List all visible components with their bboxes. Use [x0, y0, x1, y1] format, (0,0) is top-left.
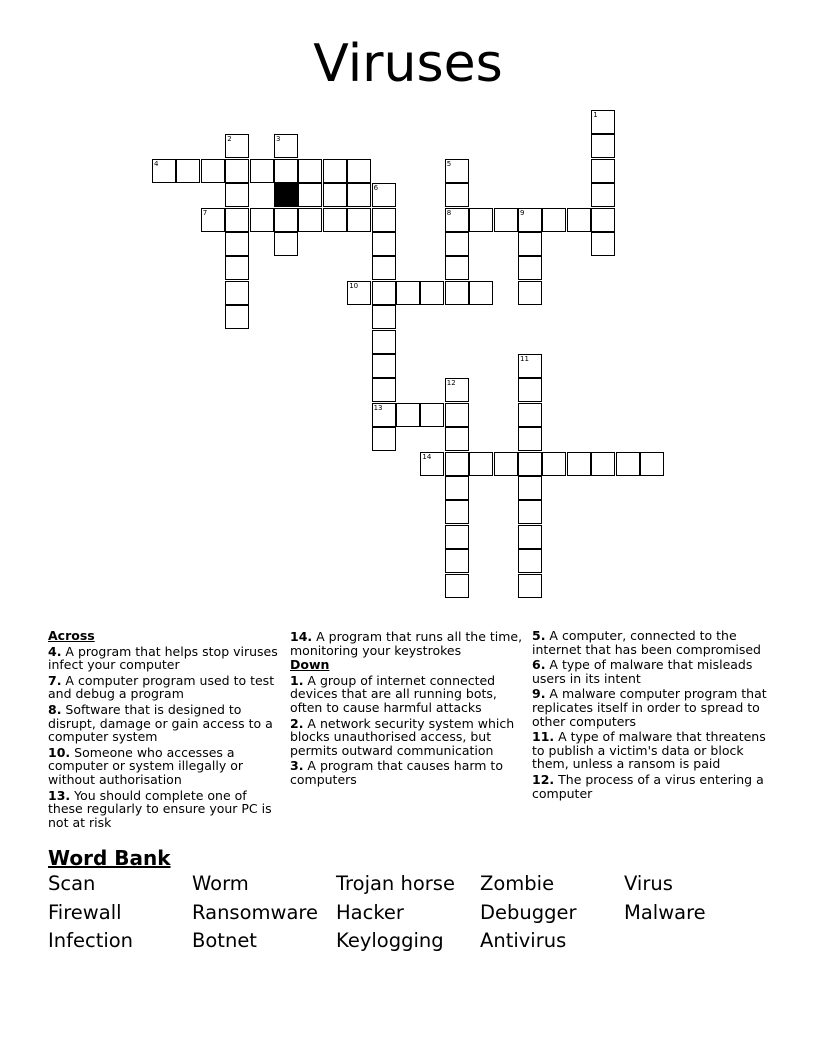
- grid-cell[interactable]: [445, 476, 469, 500]
- grid-cell[interactable]: [542, 208, 566, 232]
- grid-cell[interactable]: [591, 134, 615, 158]
- grid-cell[interactable]: [372, 403, 396, 427]
- clue-text: A network security system which blocks unauthorised access, but permits outward communication: [290, 715, 515, 758]
- grid-cell[interactable]: [225, 281, 249, 305]
- grid-cell[interactable]: [591, 452, 615, 476]
- grid-cell[interactable]: [445, 159, 469, 183]
- grid-cell[interactable]: [469, 281, 493, 305]
- grid-cell[interactable]: [396, 281, 420, 305]
- grid-cell[interactable]: [347, 208, 371, 232]
- grid-cell[interactable]: [420, 403, 444, 427]
- grid-cell[interactable]: [176, 159, 200, 183]
- grid-cell[interactable]: [445, 452, 469, 476]
- grid-cell[interactable]: [420, 281, 444, 305]
- clue-text: The process of a virus entering a computer: [532, 771, 764, 801]
- grid-cell[interactable]: [518, 208, 542, 232]
- grid-cell[interactable]: [372, 305, 396, 329]
- grid-cell[interactable]: [372, 208, 396, 232]
- grid-cell[interactable]: [347, 159, 371, 183]
- grid-cell[interactable]: [225, 134, 249, 158]
- grid-cell[interactable]: [567, 208, 591, 232]
- clue-number: 10: [349, 281, 359, 290]
- grid-cell[interactable]: [274, 159, 298, 183]
- grid-cell[interactable]: [396, 403, 420, 427]
- clue-text: A program that causes harm to computers: [290, 758, 503, 787]
- grid-cell[interactable]: [518, 549, 542, 573]
- grid-cell[interactable]: [372, 281, 396, 305]
- grid-cell[interactable]: [445, 549, 469, 573]
- grid-cell[interactable]: [152, 159, 176, 183]
- grid-cell[interactable]: [469, 452, 493, 476]
- grid-cell[interactable]: [372, 256, 396, 280]
- across-heading: Across: [48, 628, 95, 643]
- clue-number: 6: [373, 184, 379, 193]
- clue: [290, 759, 526, 786]
- grid-cell[interactable]: [347, 183, 371, 207]
- grid-cell[interactable]: [225, 256, 249, 280]
- word-bank-item: Virus: [624, 872, 673, 895]
- grid-cell[interactable]: [323, 159, 347, 183]
- clue: [48, 746, 284, 787]
- grid-cell[interactable]: [591, 232, 615, 256]
- grid-cell[interactable]: [445, 256, 469, 280]
- clue-number: 10.: [48, 744, 71, 760]
- grid-cell[interactable]: [518, 354, 542, 378]
- page-title: Viruses: [313, 34, 503, 94]
- grid-cell[interactable]: [494, 208, 518, 232]
- clue-number: 12: [446, 379, 456, 388]
- clue-text: A malware computer program that replicates itself in order to spread to other computers: [532, 686, 767, 729]
- clues-column-1: [48, 628, 284, 829]
- clue-text: A type of malware that threatens to publish a victim's data or block them, unless a ransom is paid: [532, 729, 766, 772]
- down-heading: Down: [290, 657, 330, 673]
- grid-cell[interactable]: [542, 452, 566, 476]
- grid-cell[interactable]: [591, 159, 615, 183]
- grid-cell[interactable]: [445, 208, 469, 232]
- grid-cell[interactable]: [298, 208, 322, 232]
- grid-cell[interactable]: [274, 134, 298, 158]
- grid-cell[interactable]: [469, 208, 493, 232]
- clue-number: 8.: [48, 701, 62, 717]
- clue-number: 5.: [532, 628, 546, 643]
- grid-cell[interactable]: [518, 378, 542, 402]
- grid-cell[interactable]: [372, 354, 396, 378]
- clue: [532, 773, 768, 800]
- word-bank-item: Botnet: [192, 929, 257, 952]
- word-bank-item: Firewall: [48, 900, 122, 924]
- grid-cell[interactable]: [372, 183, 396, 207]
- clue-text: A computer program used to test and debug a program: [48, 672, 275, 702]
- word-bank-item: Keylogging: [336, 929, 444, 952]
- clue-number: 7.: [48, 672, 62, 688]
- grid-cell[interactable]: [201, 159, 225, 183]
- grid-cell[interactable]: [225, 159, 249, 183]
- clue-number: 11: [520, 355, 529, 363]
- grid-cell[interactable]: [518, 281, 542, 305]
- grid-cell[interactable]: [518, 574, 542, 598]
- clue: [48, 645, 284, 672]
- clue-number: 5: [446, 159, 452, 168]
- word-bank-item: Scan: [48, 872, 96, 895]
- clue-number: 6.: [532, 657, 546, 673]
- clue-number: 2.: [290, 715, 304, 731]
- word-bank-item: Antivirus: [480, 929, 567, 952]
- clue-text: A program that helps stop viruses infect your computer: [48, 643, 278, 673]
- clue: [532, 629, 768, 656]
- grid-cell[interactable]: [225, 232, 249, 256]
- grid-cell[interactable]: [445, 183, 469, 207]
- clue: [290, 674, 526, 715]
- grid-cell[interactable]: [445, 378, 469, 402]
- grid-cell[interactable]: [420, 452, 444, 476]
- grid-cell[interactable]: [445, 232, 469, 256]
- grid-cell[interactable]: [518, 256, 542, 280]
- word-bank-item: Hacker: [336, 900, 404, 924]
- grid-cell[interactable]: [616, 452, 640, 476]
- clue-number: 7: [202, 208, 208, 217]
- grid-cell[interactable]: [225, 183, 249, 207]
- grid-cell[interactable]: [445, 403, 469, 427]
- grid-cell[interactable]: [518, 232, 542, 256]
- clue-number: 13.: [48, 787, 71, 803]
- clue-number: 14: [422, 452, 432, 461]
- grid-cell[interactable]: [518, 476, 542, 500]
- clue-number: 3: [276, 135, 281, 144]
- clue: [48, 789, 284, 830]
- grid-cell[interactable]: [347, 281, 371, 305]
- clue-text: Software that is designed to disrupt, damage or gain access to a computer system: [48, 701, 273, 745]
- clue-number: 4: [154, 159, 159, 168]
- clue-text: A program that runs all the time, monitoring your keystrokes: [290, 629, 523, 658]
- word-bank-item: Zombie: [480, 872, 555, 895]
- grid-cell[interactable]: [201, 208, 225, 232]
- grid-cell[interactable]: [372, 427, 396, 451]
- clue-number: 3.: [290, 758, 304, 774]
- clue-number: 8: [446, 208, 452, 217]
- grid-cell[interactable]: [445, 574, 469, 598]
- grid-cell[interactable]: [640, 452, 664, 476]
- word-bank-item: Ransomware: [192, 900, 318, 924]
- word-bank-title: Word Bank: [48, 846, 171, 870]
- clues-column-2: [290, 628, 526, 787]
- grid-cell[interactable]: [591, 110, 615, 134]
- clue-number: 11.: [532, 729, 555, 745]
- grid-cell[interactable]: [518, 403, 542, 427]
- clue-text: You should complete one of these regularly to ensure your PC is not at risk: [48, 787, 272, 830]
- grid-cell[interactable]: [518, 500, 542, 524]
- grid-cell[interactable]: [372, 330, 396, 354]
- grid-cell[interactable]: [591, 208, 615, 232]
- grid-cell[interactable]: [250, 208, 274, 232]
- grid-cell[interactable]: [518, 525, 542, 549]
- clue-text: Someone who accesses a computer or system illegally or without authorisation: [48, 744, 243, 787]
- clue: [48, 674, 284, 701]
- grid-cell[interactable]: [445, 525, 469, 549]
- clue-text: A type of malware that misleads users in its intent: [532, 657, 753, 686]
- clues-column-3: [532, 628, 768, 800]
- clue: [290, 717, 526, 758]
- word-bank-item: Malware: [624, 900, 706, 924]
- grid-cell[interactable]: [591, 183, 615, 207]
- grid-cell[interactable]: [323, 183, 347, 207]
- clue: [290, 630, 526, 657]
- clue-number: 1: [593, 111, 598, 119]
- grid-cell[interactable]: [445, 427, 469, 451]
- grid-cell[interactable]: [274, 232, 298, 256]
- clue-number: 2: [227, 135, 232, 144]
- clue-number: 12.: [532, 771, 555, 787]
- word-bank-item: Worm: [192, 872, 249, 895]
- clue-text: A computer, connected to the internet that has been compromised: [532, 628, 761, 657]
- clue-number: 13: [373, 403, 383, 412]
- grid-cell[interactable]: [518, 427, 542, 451]
- grid-cell[interactable]: [298, 159, 322, 183]
- clue-number: 4.: [48, 643, 62, 659]
- grid-cell[interactable]: [518, 452, 542, 476]
- word-bank-item: Infection: [48, 929, 134, 952]
- grid-cell[interactable]: [372, 378, 396, 402]
- grid-cell[interactable]: [372, 232, 396, 256]
- clue-number: 9.: [532, 686, 546, 702]
- word-bank-item: Debugger: [480, 900, 577, 924]
- clue: [48, 703, 284, 744]
- grid-cell[interactable]: [567, 452, 591, 476]
- grid-cell[interactable]: [225, 208, 249, 232]
- word-bank-item: Trojan horse: [336, 872, 455, 895]
- clue-text: A group of internet connected devices that are all running bots, often to cause harmful attacks: [290, 672, 497, 715]
- clue-number: 9: [520, 208, 525, 217]
- grid-cell[interactable]: [494, 452, 518, 476]
- grid-cell[interactable]: [250, 159, 274, 183]
- grid-cell[interactable]: [274, 208, 298, 232]
- grid-cell[interactable]: [225, 305, 249, 329]
- clue-number: 14.: [290, 629, 313, 644]
- black-cell: [274, 183, 298, 207]
- clue: [532, 687, 768, 728]
- clue: [532, 730, 768, 771]
- grid-cell[interactable]: [445, 281, 469, 305]
- clue-number: 1.: [290, 672, 304, 688]
- clue: [532, 658, 768, 685]
- grid-cell[interactable]: [445, 500, 469, 524]
- grid-cell[interactable]: [323, 208, 347, 232]
- grid-cell[interactable]: [298, 183, 322, 207]
